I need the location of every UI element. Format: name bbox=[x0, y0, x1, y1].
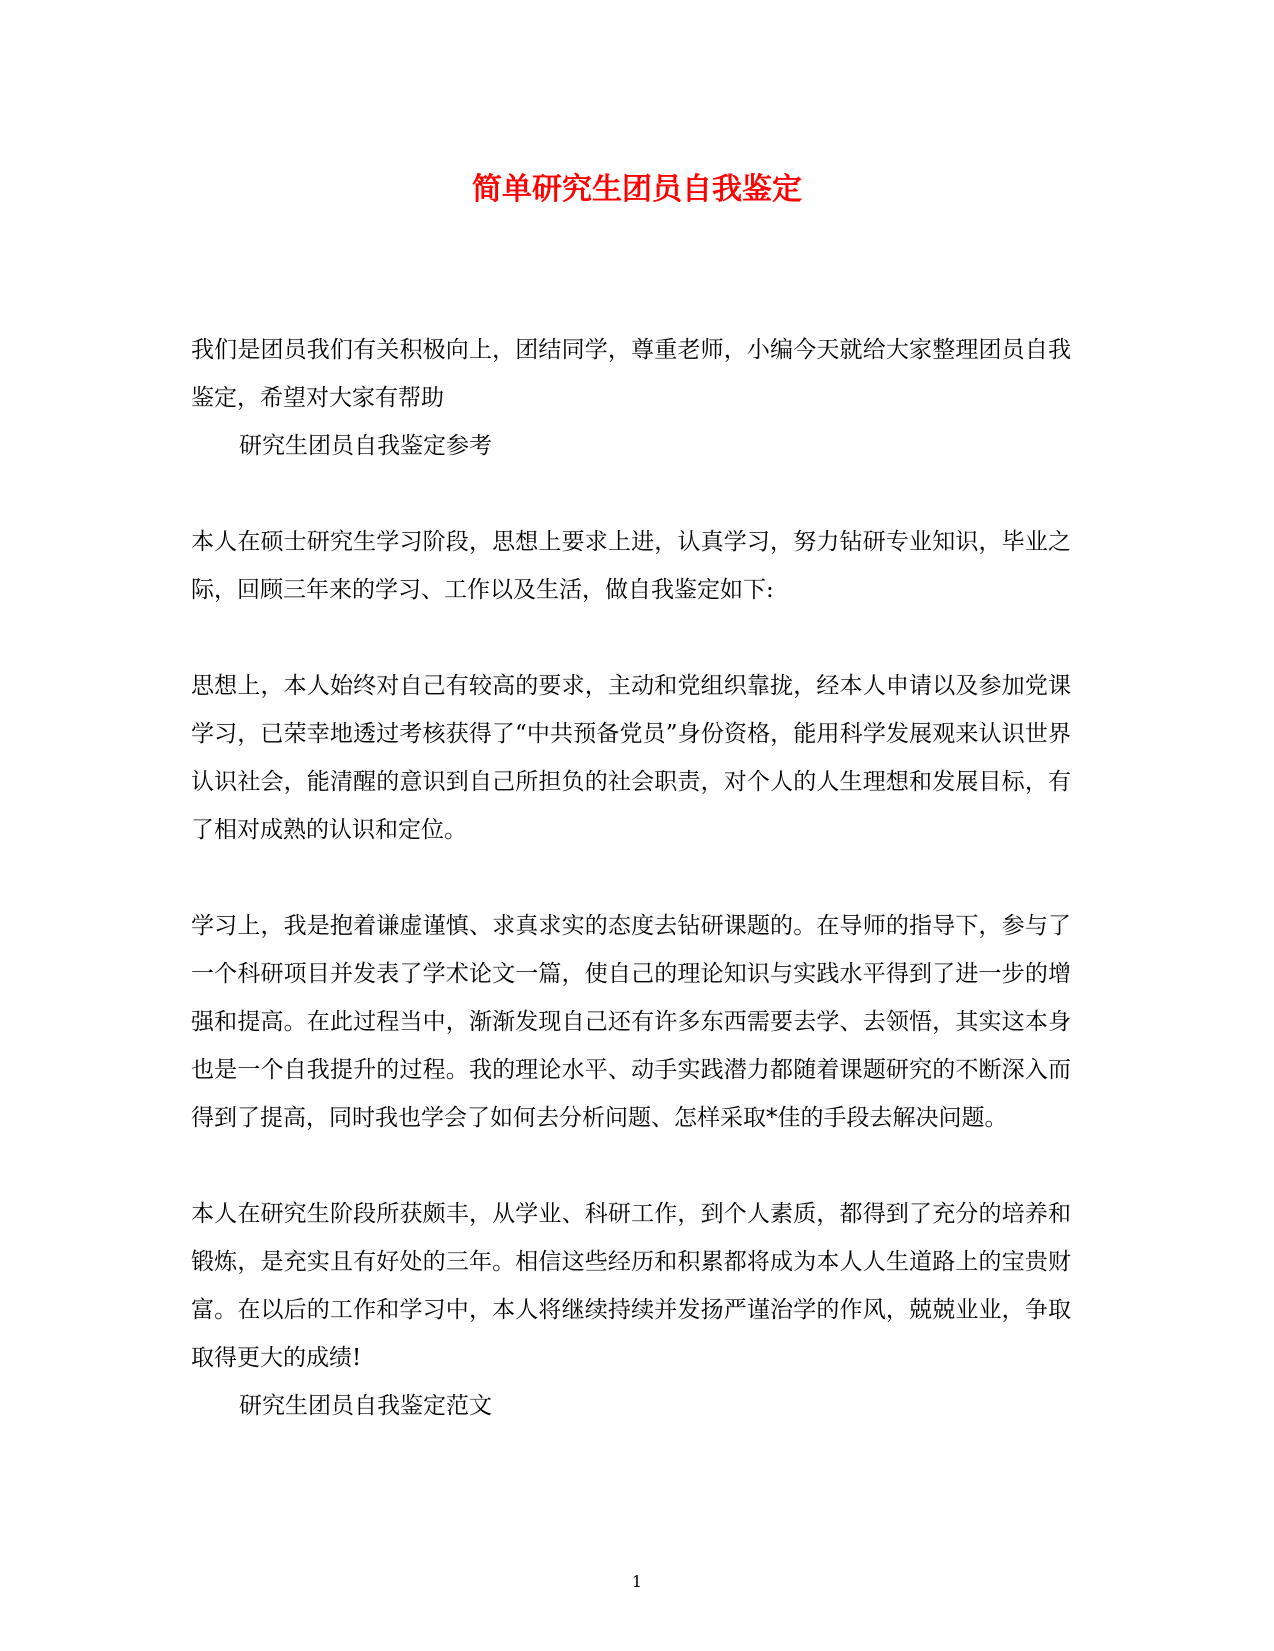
paragraph-overview: 本人在硕士研究生学习阶段，思想上要求上进，认真学习，努力钻研专业知识，毕业之际，回顾三年来的学习、工作以及生活，做自我鉴定如下: bbox=[191, 529, 1071, 603]
document-title: 简单研究生团员自我鉴定 bbox=[472, 172, 802, 207]
paragraph-study: 学习上，我是抱着谦虚谨慎、求真求实的态度去钻研课题的。在导师的指导下，参与了一个科研项目并发表了学术论文一篇，使自己的理论知识与实践水平得到了进一步的增强和提高。在此过程当中，渐渐发现自己还有许多东西需要去学、去领悟，其实这本身也是一个自我提升的过程。我的理论水平、动手实践潜力都随着课题研究的不断深入而得到了提高，同时我也学会了如何去分析问题、怎样采取*佳的手段去解决问题。 bbox=[191, 913, 1071, 1131]
page-number: 1 bbox=[631, 1572, 643, 1591]
intro-paragraph: 我们是团员我们有关积极向上，团结同学，尊重老师，小编今天就给大家整理团员自我鉴定，希望对大家有帮助 bbox=[191, 337, 1071, 411]
section-heading-reference: 研究生团员自我鉴定参考 bbox=[239, 433, 492, 459]
paragraph-summary: 本人在研究生阶段所获颇丰，从学业、科研工作，到个人素质，都得到了充分的培养和锻炼，是充实且有好处的三年。相信这些经历和积累都将成为本人人生道路上的宝贵财富。在以后的工作和学习中，本人将继续持续并发扬严谨治学的作风，兢兢业业，争取取得更大的成绩! bbox=[191, 1201, 1071, 1371]
section-heading-sample: 研究生团员自我鉴定范文 bbox=[239, 1393, 492, 1419]
paragraph-ideology: 思想上，本人始终对自己有较高的要求，主动和党组织靠拢，经本人申请以及参加党课学习，已荣幸地透过考核获得了“中共预备党员”身份资格，能用科学发展观来认识世界认识社会，能清醒的意识到自己所担负的社会职责，对个人的人生理想和发展目标，有了相对成熟的认识和定位。 bbox=[191, 673, 1071, 843]
document-body bbox=[191, 326, 1071, 1430]
